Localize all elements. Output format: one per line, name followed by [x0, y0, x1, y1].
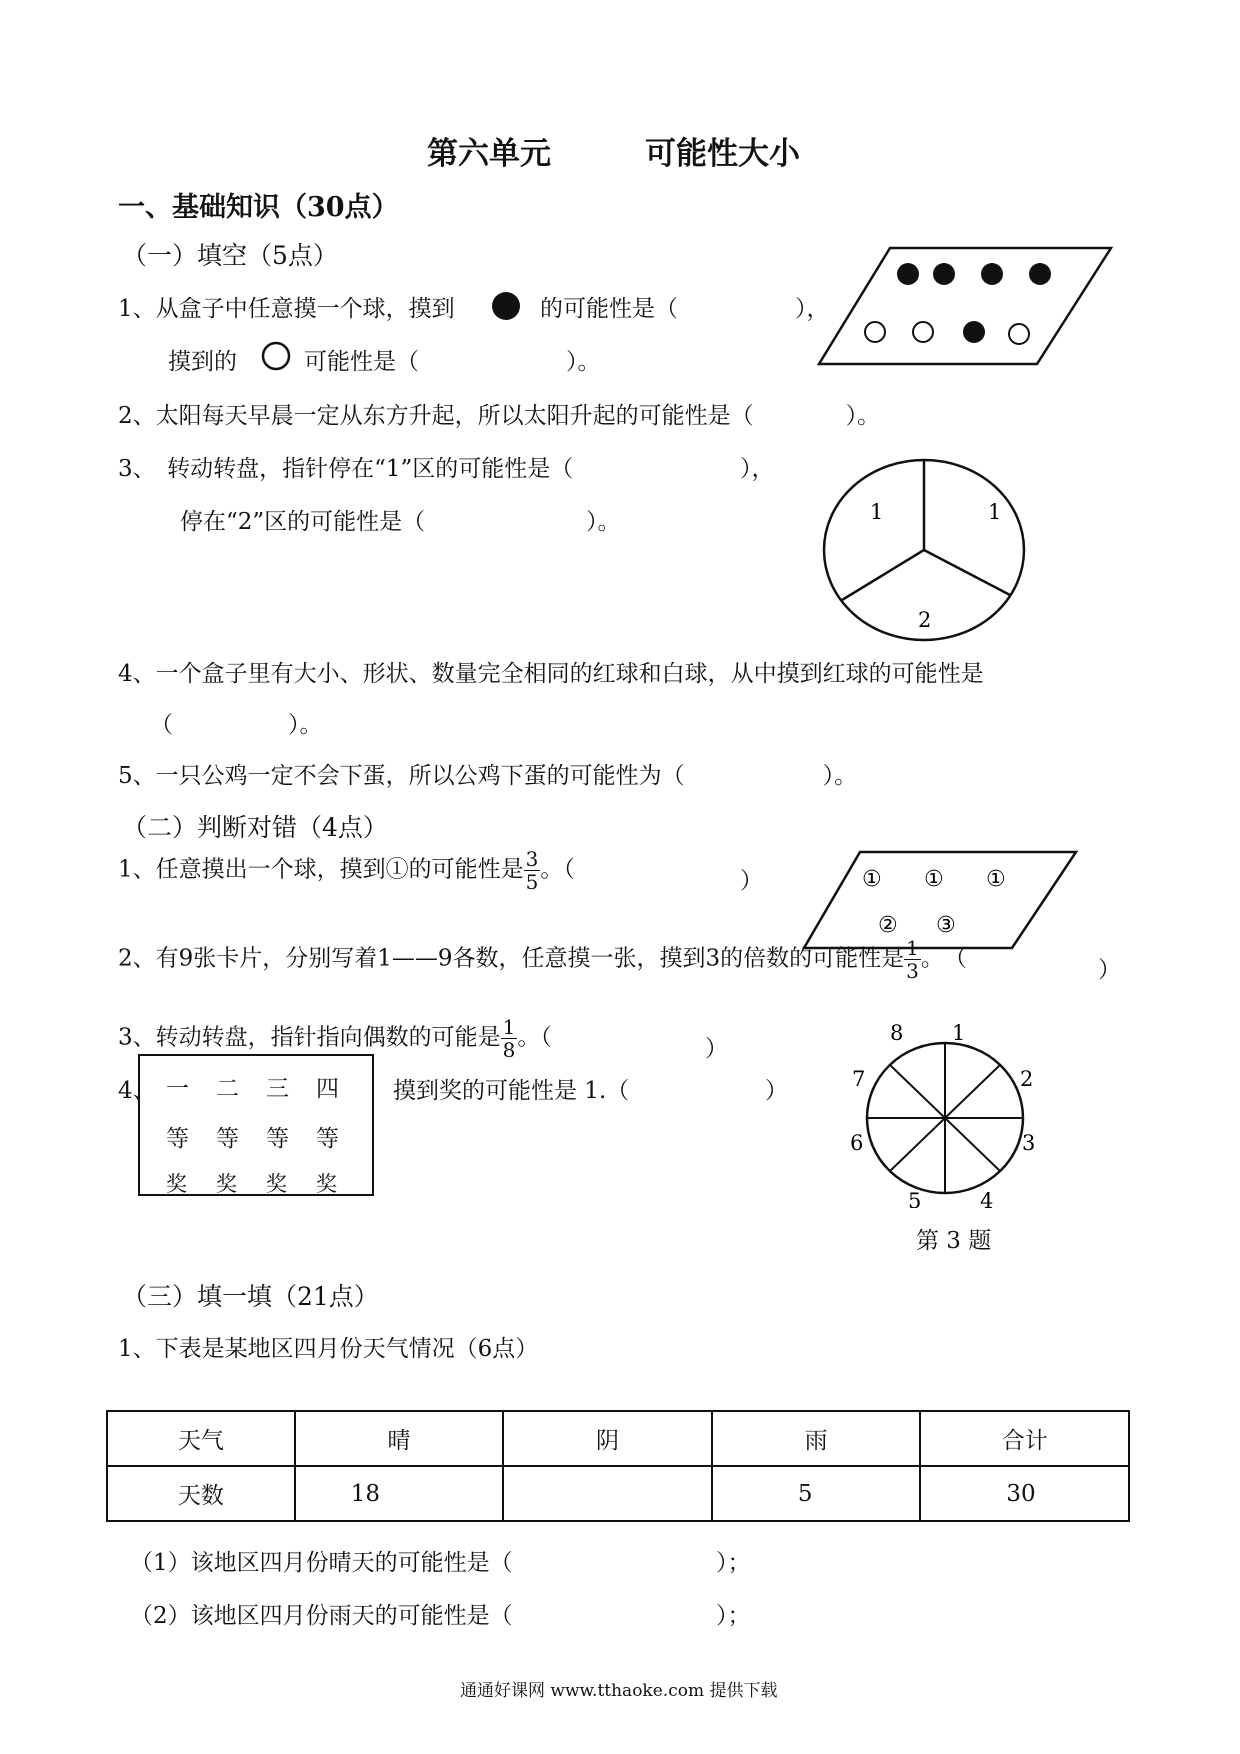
spinner2-label-8: 8 — [890, 1021, 904, 1045]
weather-table — [106, 1410, 1130, 1522]
question-1-3-c: 停在“2”区的可能性是（ — [180, 509, 426, 535]
card-4: ② — [878, 913, 898, 938]
question-1-1-f: ）。 — [566, 349, 601, 375]
prize-cell: 等 — [316, 1126, 339, 1152]
table-row — [107, 1411, 1129, 1466]
question-2-2-text: 2、有9张卡片，分别写着1——9各数，任意摸一张，摸到3的倍数的可能性是 — [118, 945, 905, 972]
black-ball-4 — [1029, 263, 1051, 285]
spinner2-label-3: 3 — [1022, 1131, 1036, 1155]
question-2-3-text: 3、转动转盘，指针指向偶数的可能是 — [118, 1024, 501, 1051]
black-ball-5 — [963, 321, 985, 343]
question-1-4-a: 4、一个盒子里有大小、形状、数量完全相同的红球和白球，从中摸到红球的可能性是 — [118, 661, 984, 687]
question-1-1-e: 可能性是（ — [304, 349, 419, 375]
prize-cell: 奖 — [216, 1172, 237, 1196]
prize-cell: 奖 — [166, 1172, 187, 1196]
table-cell — [503, 1466, 712, 1521]
question-2-4-number: 4、 — [118, 1078, 156, 1104]
black-ball-3 — [981, 263, 1003, 285]
question-1-4-b: （ ）。 — [150, 712, 323, 738]
spinner1-label-left: 1 — [870, 500, 884, 524]
section-heading-basics: 一、基础知识（30点） — [118, 192, 399, 223]
spinner2-label-6: 6 — [850, 1131, 864, 1155]
page-title-unit: 第六单元 — [427, 136, 551, 172]
question-2-1-open: 。（ — [540, 856, 575, 883]
table-header-cell: 雨 — [712, 1411, 921, 1466]
part3-heading: （三）填一填（21点） — [122, 1282, 379, 1311]
question-1-3-b: ）， — [740, 456, 775, 482]
table-header-cell: 合计 — [920, 1411, 1129, 1466]
question-2-3-open: 。（ — [517, 1024, 552, 1051]
question-2-2-close: ） — [1098, 957, 1121, 983]
fraction-numerator: 1 — [502, 1015, 516, 1039]
sub-question-2-b: ）； — [716, 1603, 751, 1629]
fraction-denominator: 3 — [906, 959, 919, 983]
prize-cell: 三 — [266, 1076, 289, 1102]
question-2-1 — [118, 848, 575, 893]
fraction-denominator: 8 — [502, 1038, 516, 1062]
fraction-1-8 — [501, 1016, 518, 1061]
fraction-numerator: 1 — [906, 936, 919, 960]
part1-heading: （一）填空（5点） — [122, 241, 338, 270]
table-cell: 18 — [295, 1466, 504, 1521]
question-1-1-b: 的可能性是（ — [540, 296, 678, 322]
question-2-3-close: ） — [705, 1036, 728, 1062]
question-2-2 — [118, 937, 967, 982]
table-row — [107, 1466, 1129, 1521]
question-2-1-close: ） — [740, 868, 763, 894]
prize-cell: 等 — [166, 1126, 189, 1152]
spinner1-label-right: 1 — [988, 500, 1002, 524]
prize-cell: 等 — [266, 1126, 289, 1152]
card-2: ① — [924, 867, 944, 892]
prize-cell: 二 — [216, 1076, 239, 1102]
spinner2-caption: 第 3 题 — [916, 1228, 992, 1254]
card-5: ③ — [936, 913, 956, 938]
table-cell: 30 — [920, 1466, 1129, 1521]
question-2-2-open: 。 （ — [920, 945, 967, 972]
black-ball-1 — [897, 263, 919, 285]
spinner2-label-4: 4 — [980, 1189, 994, 1208]
question-3-1: 1、下表是某地区四月份天气情况（6点） — [118, 1336, 539, 1362]
table-header-cell: 天气 — [107, 1411, 295, 1466]
white-ball-icon — [260, 340, 292, 372]
question-1-3-a: 3、 转动转盘，指针停在“1”区的可能性是（ — [118, 456, 574, 482]
spinner2-label-5: 5 — [908, 1189, 922, 1208]
spinner1-label-bottom: 2 — [918, 608, 932, 632]
question-1-1-a: 1、从盒子中任意摸一个球，摸到 — [118, 296, 455, 322]
sub-question-2-a: （2）该地区四月份雨天的可能性是（ — [130, 1603, 513, 1629]
table-header-cell: 晴 — [295, 1411, 504, 1466]
question-1-1-c: ）， — [795, 296, 830, 322]
fraction-1-3 — [904, 937, 921, 982]
question-2-1-text: 1、任意摸出一个球，摸到①的可能性是 — [118, 856, 524, 883]
spinner2-label-1: 1 — [952, 1021, 966, 1045]
white-ball-2 — [913, 322, 933, 342]
fraction-3-5 — [524, 848, 541, 893]
prize-box — [138, 1054, 374, 1196]
prize-cell: 一 — [166, 1076, 189, 1102]
white-ball-3 — [1009, 324, 1029, 344]
spinner2-label-2: 2 — [1020, 1067, 1034, 1091]
prize-cell: 等 — [216, 1126, 239, 1152]
table-row-label: 天数 — [107, 1466, 295, 1521]
spinner-three-sections — [820, 455, 1030, 645]
footer-credit: 通通好课网 www.tthaoke.com 提供下载 — [460, 1681, 778, 1701]
question-2-4-close: ） — [765, 1078, 788, 1104]
spinner-eight-sections — [840, 1018, 1060, 1208]
ball-box-diagram — [815, 244, 1115, 369]
spinner2-label-7: 7 — [852, 1067, 866, 1091]
part2-heading: （二）判断对错（4点） — [122, 813, 388, 842]
fraction-numerator: 3 — [525, 847, 539, 871]
question-1-1-d: 摸到的 — [168, 349, 237, 375]
question-2-4-text: 摸到奖的可能性是 1.（ — [393, 1078, 630, 1104]
fraction-denominator: 5 — [525, 870, 539, 894]
page-title-topic: 可能性大小 — [645, 136, 800, 172]
prize-cell: 奖 — [266, 1172, 287, 1196]
table-cell: 5 — [712, 1466, 921, 1521]
black-ball-2 — [933, 263, 955, 285]
prize-cell: 奖 — [316, 1172, 337, 1196]
prize-cell: 四 — [316, 1076, 339, 1102]
white-ball-1 — [865, 322, 885, 342]
card-1: ① — [862, 867, 882, 892]
sub-question-1-b: ）； — [716, 1550, 751, 1576]
black-ball-icon — [490, 290, 522, 322]
card-3: ① — [986, 867, 1006, 892]
question-1-2: 2、太阳每天早晨一定从东方升起，所以太阳升起的可能性是（ ）。 — [118, 403, 881, 429]
sub-question-1-a: （1）该地区四月份晴天的可能性是（ — [130, 1550, 513, 1576]
table-header-cell: 阴 — [503, 1411, 712, 1466]
question-1-3-d: ）。 — [586, 509, 621, 535]
question-1-5: 5、一只公鸡一定不会下蛋，所以公鸡下蛋的可能性为（ ）。 — [118, 763, 858, 789]
